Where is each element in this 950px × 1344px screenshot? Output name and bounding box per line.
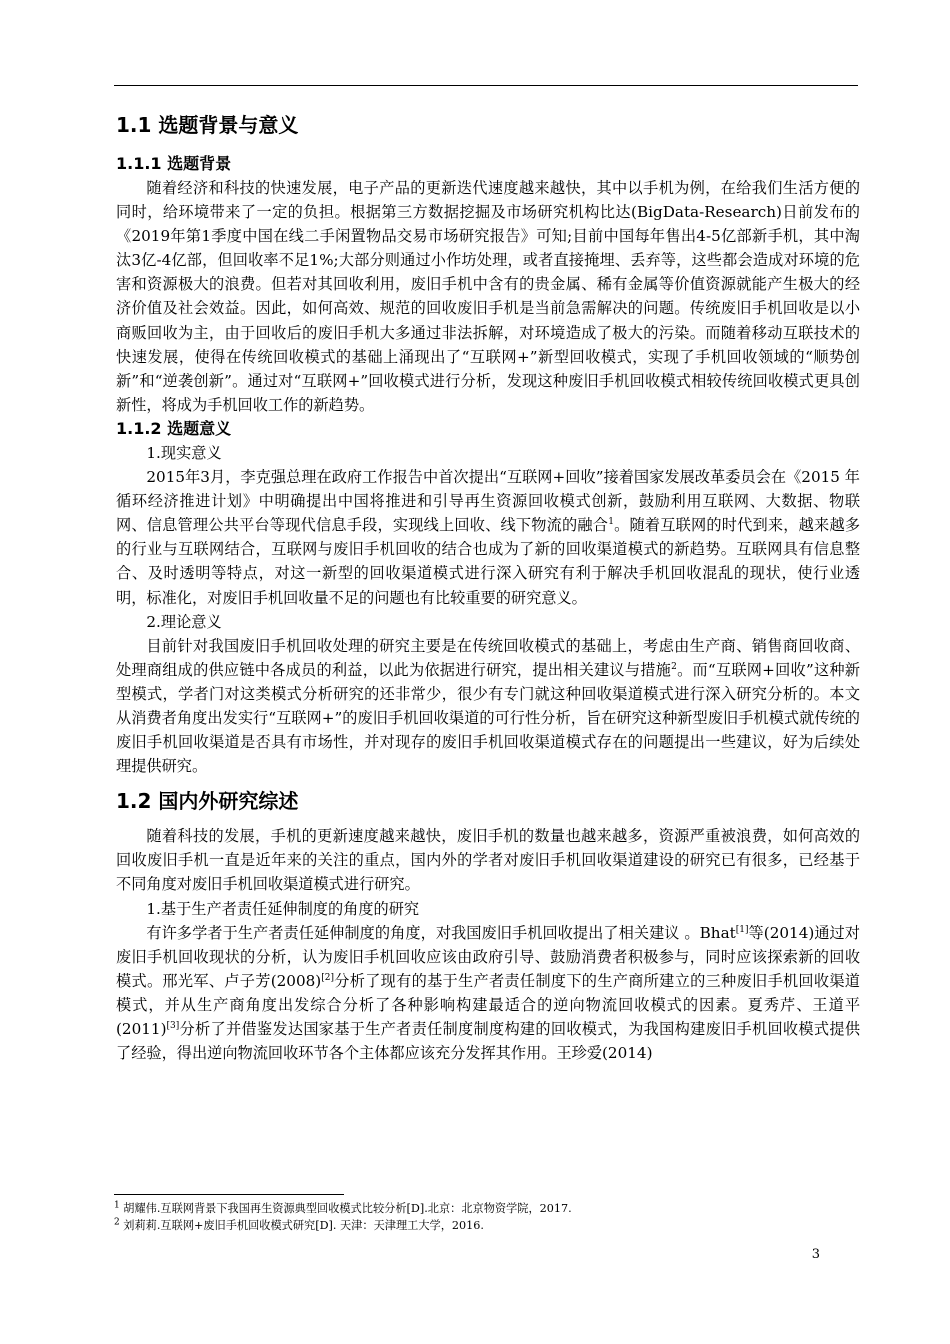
producer-responsibility-paragraph: 有许多学者于生产者责任延伸制度的角度，对我国废旧手机回收提出了相关建议 。Bhat[1]等(2014)通过对废旧手机回收现状的分析，认为废旧手机回收应该由政府引导、鼓励消费者积极参与，同时应该探索新的回收模式。邢光军、卢子芳(2008)[2]分析了现有的基于生产者责任制度下的生产商所建立的三种废旧手机回收渠道模式，并从生产商角度出发综合分析了各种影响构建最适合的逆向物流回收模式的因素。夏秀芹、王道平(2011)[3]分析了并借鉴发达国家基于生产者责任制度制度构建的回收模式，为我国构建废旧手机回收模式提供了经验，得出逆向物流回收环节各个主体都应该充分发挥其作用。王珍爱(2014): [116, 923, 860, 1063]
footnote-mark-1[interactable]: 1: [608, 517, 614, 528]
producer-responsibility-label: 1.基于生产者责任延伸制度的角度的研究: [146, 899, 420, 918]
subsection-heading-1-1-2: 1.1.2 选题意义: [116, 418, 232, 438]
footnote-mark-2[interactable]: 2: [671, 661, 677, 672]
header-rule: [114, 85, 858, 86]
footnote-2: $^2$ 刘莉莉.互联网+废旧手机回收模式研究[D]. 天津：天津理工大学，2016.: [114, 1217, 484, 1232]
section-heading-1-1: 1.1 选题背景与意义: [116, 113, 299, 137]
theoretical-significance-label: 2.理论意义: [146, 612, 222, 631]
footnotes: [114, 1200, 858, 1234]
review-intro-paragraph: 随着科技的发展，手机的更新速度越来越快，废旧手机的数量也越来越多，资源严重被浪费，如何高效的回收废旧手机一直是近年来的关注的重点，国内外的学者对废旧手机回收渠道建设的研究已有很多，已经基于不同角度对废旧手机回收渠道模式进行研究。: [116, 827, 860, 894]
footnote-1: $^1$ 胡耀伟.互联网背景下我国再生资源典型回收模式比较分析[D].北京：北京物资学院，2017.: [114, 1200, 572, 1215]
subsection-heading-1-1-1: 1.1.1 选题背景: [116, 154, 232, 173]
citation-2[interactable]: [2]: [321, 972, 334, 983]
page-number: 3: [811, 1247, 820, 1262]
body-content: [116, 110, 860, 1065]
practical-significance-paragraph: 2015年3月，李克强总理在政府工作报告中首次提出“互联网+回收”接着国家发展改革委员会在《2015 年循环经济推进计划》中明确提出中国将推进和引导再生资源回收模式创新，鼓励利用互联网、大数据、物联网、信息管理公共平台等现代信息手段，实现线上回收、线下物流的融合$^1$。随着互联网的时代到来，越来越多的行业与互联网结合，互联网与废旧手机回收的结合也成为了新的回收渠道模式的新趋势。互联网具有信息整合、及时透明等特点，对这一新型的回收渠道模式进行深入研究有利于解决手机回收混乱的现状，使行业透明，标准化，对废旧手机回收量不足的问题也有比较重要的研究意义。: [116, 468, 861, 607]
theoretical-significance-paragraph: 目前针对我国废旧手机回收处理的研究主要是在传统回收模式的基础上，考虑由生产商、销售商回收商、处理商组成的供应链中各成员的利益，以此为依据进行研究，提出相关建议与措施$^2$。而“互联网+回收”这种新型模式，学者门对这类模式分析研究的还非常少，很少有专门就这种回收渠道模式进行深入研究分析的。本文从消费者角度出发实行“互联网+”的废旧手机回收渠道的可行性分析，旨在研究这种新型废旧手机模式就传统的废旧手机回收渠道是否具有市场性，并对现存的废旧手机回收渠道模式存在的问题提出一些建议，好为后续处理提供研究。: [116, 636, 860, 776]
citation-3[interactable]: [3]: [166, 1020, 180, 1031]
citation-1[interactable]: [1]: [735, 924, 749, 935]
section-heading-1-2: 1.2 国内外研究综述: [116, 789, 299, 814]
footnote-separator: [114, 1194, 344, 1195]
practical-significance-label: 1.现实意义: [146, 443, 222, 462]
background-paragraph: 随着经济和科技的快速发展，电子产品的更新迭代速度越来越快，其中以手机为例，在给我们生活方便的同时，给环境带来了一定的负担。根据第三方数据挖掘及市场研究机构比达(BigData-Research)日前发布的《2019年第1季度中国在线二手闲置物品交易市场研究报告》可知;目前中国每年售出4-5亿部新手机，其中淘汰3亿-4亿部，但回收率不足1%;大部分则通过小作坊处理，或者直接掩埋、丢弃等，这些都会造成对环境的危害和资源极大的浪费。但若对其回收利用，废旧手机中含有的贵金属、稀有金属等价值资源就能产生极大的经济价值及社会效益。因此，如何高效、规范的回收废旧手机是当前急需解决的问题。传统废旧手机回收是以小商贩回收为主，由于回收后的废旧手机大多通过非法拆解，对环境造成了极大的污染。而随着移动互联技术的快速发展，使得在传统回收模式的基础上涌现出了“互联网+”新型回收模式，实现了手机回收领域的“顺势创新”和“逆袭创新”。通过对“互联网+”回收模式进行分析，发现这种废旧手机回收模式相较传统回收模式更具创新性，将成为手机回收工作的新趋势。: [116, 179, 860, 414]
